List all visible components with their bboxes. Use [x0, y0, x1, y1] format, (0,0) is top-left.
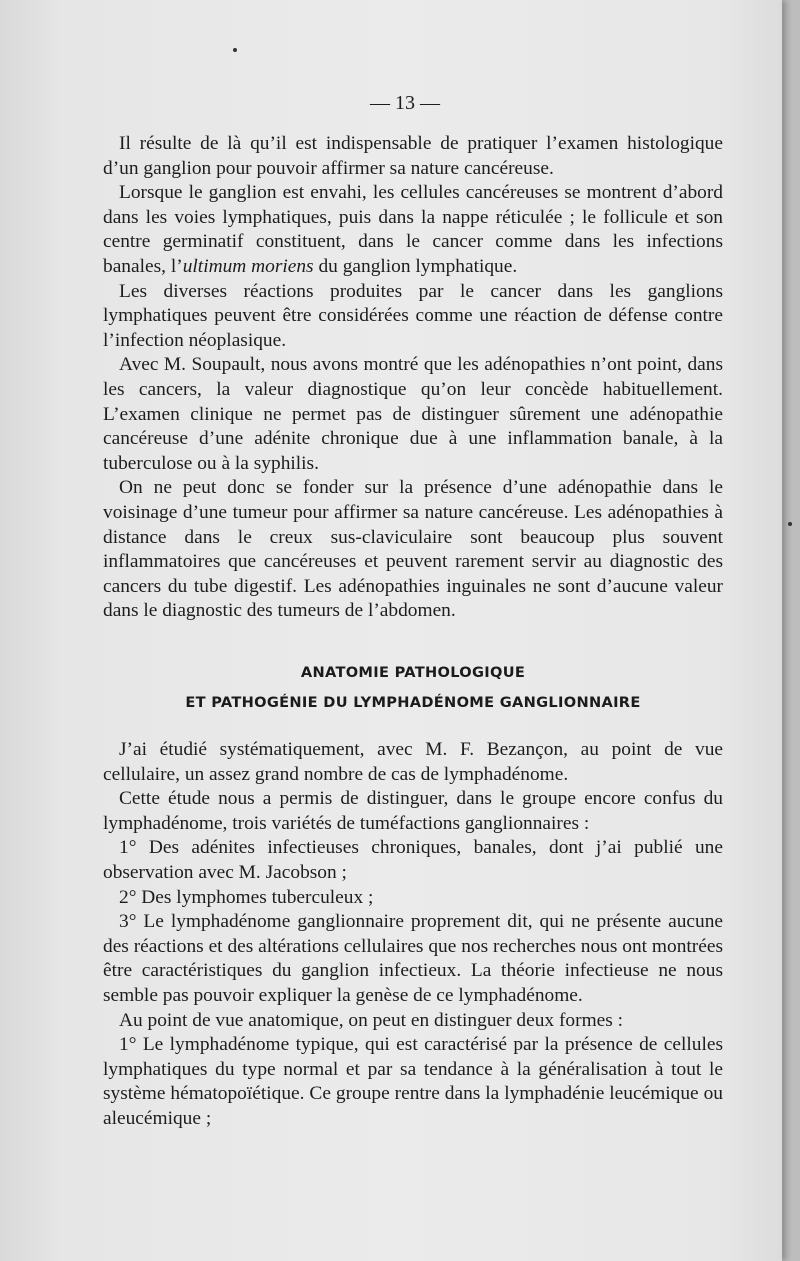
paragraph-text: l’ — [170, 255, 183, 277]
list-item: 1° Des adénites infectieuses chroniques, banales, dont j’ai publié une observation avec M. Jacobson ; — [103, 837, 723, 883]
paragraph-text: Lorsque le ganglion est envahi, les cellules cancéreuses se montrent d’abord dans les voies lymphatiques, puis dans la nappe réticulée ; le follicule et son centre germinatif constituent, dans le cancer comme dans les infections banales, — [103, 182, 723, 277]
page-number: — 13 — — [370, 92, 440, 114]
body-text-top — [103, 132, 723, 624]
paragraph: Les diverses réactions produites par le cancer dans les ganglions lymphatiques peuvent être considérées comme une réaction de défense contre l’infection néoplasique. — [103, 280, 723, 351]
speck-mark — [233, 48, 237, 52]
paragraph-text: du ganglion lymphatique. — [313, 255, 518, 277]
paragraph: On ne peut donc se fonder sur la présence d’une adénopathie dans le voisinage d’une tumeur pour affirmer sa nature cancéreuse. Les adénopathies à distance dans le creux sus-claviculaire sont beaucoup plus souvent inflammatoires que cancéreuses et peuvent rarement servir au diagnostic des cancers du tube digestif. Les adénopathies inguinales ne sont d’aucune valeur dans le diagnostic des tumeurs de l’abdomen. — [103, 477, 723, 622]
speck-mark — [788, 522, 792, 526]
paragraph: J’ai étudié systématiquement, avec M. F. Bezançon, au point de vue cellulaire, un assez grand nombre de cas de lymphadénome. — [103, 739, 723, 785]
italic-phrase: ultimum moriens — [182, 255, 314, 277]
paragraph: Il résulte de là qu’il est indispensable de pratiquer l’examen histologique d’un ganglion pour pouvoir affirmer sa nature cancéreuse. — [103, 133, 723, 179]
section-heading: ANATOMIE PATHOLOGIQUE — [300, 664, 526, 681]
paragraph: Cette étude nous a permis de distinguer, dans le groupe encore confus du lymphadénome, trois variétés de tuméfactions ganglionnaires : — [103, 788, 723, 834]
list-item: 3° Le lymphadénome ganglionnaire proprement dit, qui ne présente aucune des réactions et des altérations cellulaires que nos recherches nous ont montrées être caractéristiques du ganglion infectieux. La théorie infectieuse ne nous semble pas pouvoir expliquer la genèse de ce lymphadénome. — [103, 911, 723, 1006]
section-heading: ET PATHOGÉNIE DU LYMPHADÉNOME GANGLIONNAIRE — [185, 694, 641, 711]
paragraph — [103, 181, 723, 279]
paragraph: Au point de vue anatomique, on peut en distinguer deux formes : — [119, 1009, 624, 1031]
body-text-bottom — [103, 738, 723, 1132]
list-item: 1° Le lymphadénome typique, qui est caractérisé par la présence de cellules lymphatiques du type normal et par sa tendance à la généralisation à tout le système hématopoïétique. Ce groupe rentre dans la lymphadénie leucémique ou aleucémique ; — [103, 1034, 723, 1129]
list-item: 2° Des lymphomes tuberculeux ; — [119, 886, 374, 908]
paragraph: Avec M. Soupault, nous avons montré que les adénopathies n’ont point, dans les cancers, la valeur diagnostique qu’on leur concède habituellement. L’examen clinique ne permet pas de distinguer sûrement une adénopathie cancéreuse d’une adénite chronique due à une inflammation banale, à la tuberculose ou à la syphilis. — [103, 354, 723, 474]
